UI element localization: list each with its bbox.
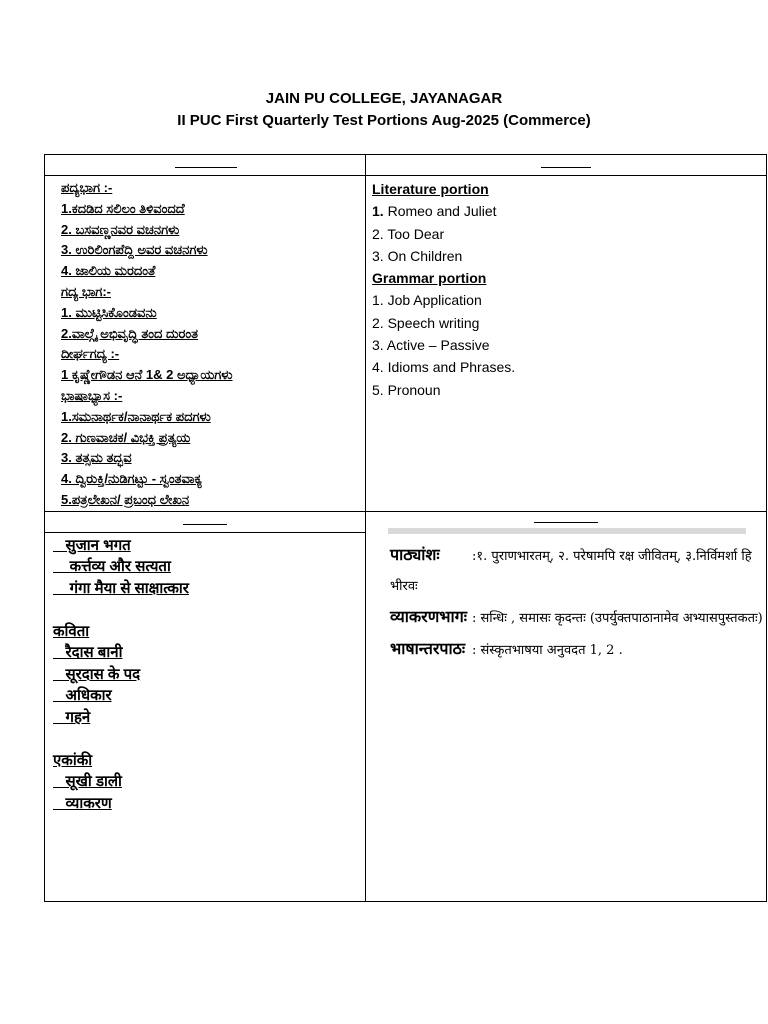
sanskrit-item-label: पाठ्यांशः — [390, 544, 440, 564]
sanskrit-cell — [366, 511, 767, 901]
hindi-item: सूरदास के पद — [53, 665, 141, 683]
sanskrit-item-label: व्याकरणभागः — [390, 606, 467, 626]
portions-table — [44, 154, 767, 902]
english-column-header — [366, 155, 766, 176]
hindi-portions — [45, 533, 365, 815]
literature-item-text: Romeo and Juliet — [383, 203, 497, 220]
sanskrit-item-label: भाषान्तरपाठः — [390, 638, 466, 658]
kannada-item: 2. ಬಸವಣ್ಣನವರ ವಚನಗಳು — [61, 221, 180, 237]
sanskrit-column-header — [366, 512, 766, 526]
kannada-column-header — [45, 155, 365, 176]
sanskrit-item — [390, 634, 766, 666]
grammar-item: 4. Idioms and Phrases. — [372, 359, 516, 376]
literature-item-number: 1. — [372, 203, 384, 220]
hindi-column-header — [45, 512, 365, 533]
kannada-portions — [45, 176, 365, 511]
hindi-item: गंगा मैया से साक्षात्कार — [53, 579, 189, 597]
kannada-item: 2.ವಾಲ್ಗೈ ಅಭಿವೃದ್ಧಿ ತಂದ ದುರಂತ — [61, 325, 199, 341]
kannada-item: 5.ಪತ್ರಲೇಖನ/ ಪ್ರಬಂಧ ಲೇಖನ — [61, 491, 190, 507]
kannada-item: ದೀರ್ಘಗದ್ಯ :- — [61, 346, 120, 362]
kannada-item: 1.ಸಮನಾರ್ಥಕ/ನಾನಾರ್ಥಕ ಪದಗಳು — [61, 408, 211, 424]
literature-item-text: 2. Too Dear — [372, 225, 445, 242]
kannada-item: 1.ಕದಡಿದ ಸಲಿಲಂ ತಿಳಿವಂದದೆ — [61, 200, 185, 216]
literature-item — [372, 200, 766, 222]
kannada-item: 1. ಮುಟ್ಟಿಸಿಕೊಂಡವನು — [61, 304, 157, 320]
kannada-item: 2. ಗುಣವಾಚಕ/ ವಿಭಕ್ತಿ ಪ್ರತ್ಯಯ — [61, 429, 191, 445]
grammar-heading: Grammar portion — [372, 270, 487, 287]
kannada-item: ಭಾಷಾಭ್ಯಾಸ :- — [61, 387, 123, 403]
sanskrit-item-text: : संस्कृतभाषया अनुवदत 1, 2 . — [472, 642, 623, 658]
kannada-item: 3. ತತ್ಸಮ ತದ್ಭವ — [61, 450, 132, 466]
sanskrit-item — [390, 540, 766, 602]
sanskrit-item-text: :१. पुराणभारतम्, २. परेषामपि रक्ष जीवितम्, ३.निर्विमर्शा हि भीरवः — [390, 548, 752, 594]
grammar-item: 1. Job Application — [372, 292, 482, 309]
grammar-item: 2. Speech writing — [372, 314, 480, 331]
kannada-item: ಗದ್ಯ ಭಾಗ:- — [61, 283, 111, 299]
sanskrit-portions — [366, 534, 766, 666]
literature-item — [372, 245, 766, 267]
hindi-item — [53, 599, 365, 621]
hindi-item: सुजान भगत — [53, 536, 131, 554]
kannada-item: 4. ಜಾಲಿಯ ಮರದಂತೆ — [61, 263, 156, 279]
literature-heading: Literature portion — [372, 181, 489, 197]
hindi-item: गहने — [53, 708, 91, 726]
document-title: II PUC First Quarterly Test Portions Aug-2025 (Commerce) — [177, 112, 591, 129]
grammar-item: 3. Active – Passive — [372, 337, 490, 354]
kannada-item: 4. ದ್ವಿರುಕ್ತಿ/ನುಡಿಗಟ್ಟು - ಸ್ವಂತವಾಕ್ಯ — [61, 471, 203, 487]
sanskrit-item-text: : सन्धिः , समासः कृदन्तः (उपर्युक्तपाठानामेव अभ्यासपुस्तकतः) — [472, 610, 763, 626]
grammar-item: 5. Pronoun — [372, 381, 441, 398]
hindi-item: कर्त्तव्य और सत्यता — [53, 558, 171, 576]
kannada-item: 1 ಕೃಷ್ಣೇಗೌಡನ ಆನೆ 1& 2 ಅಧ್ಯಾಯಗಳು — [61, 367, 233, 383]
literature-item-text: 3. On Children — [372, 247, 463, 264]
kannada-item: ಪದ್ಯಭಾಗ :- — [61, 180, 113, 195]
hindi-item: सूखी डाली — [53, 773, 122, 791]
hindi-item: अधिकार — [53, 687, 112, 705]
hindi-item — [53, 728, 365, 750]
kannada-item: 3. ಉರಿಲಿಂಗಪೆದ್ದಿ ಅವರ ವಚನಗಳು — [61, 242, 208, 258]
college-name: JAIN PU COLLEGE, JAYANAGAR — [265, 90, 503, 107]
hindi-item: कविता — [53, 622, 90, 640]
hindi-item: रैदास बानी — [53, 644, 123, 662]
hindi-item: व्याकरण — [53, 794, 112, 812]
english-cell — [366, 155, 767, 512]
hindi-cell — [45, 511, 366, 901]
kannada-cell — [45, 155, 366, 512]
english-portions — [366, 176, 766, 401]
literature-item — [372, 223, 766, 245]
hindi-item: एकांकी — [53, 751, 93, 769]
sanskrit-item — [390, 602, 766, 634]
